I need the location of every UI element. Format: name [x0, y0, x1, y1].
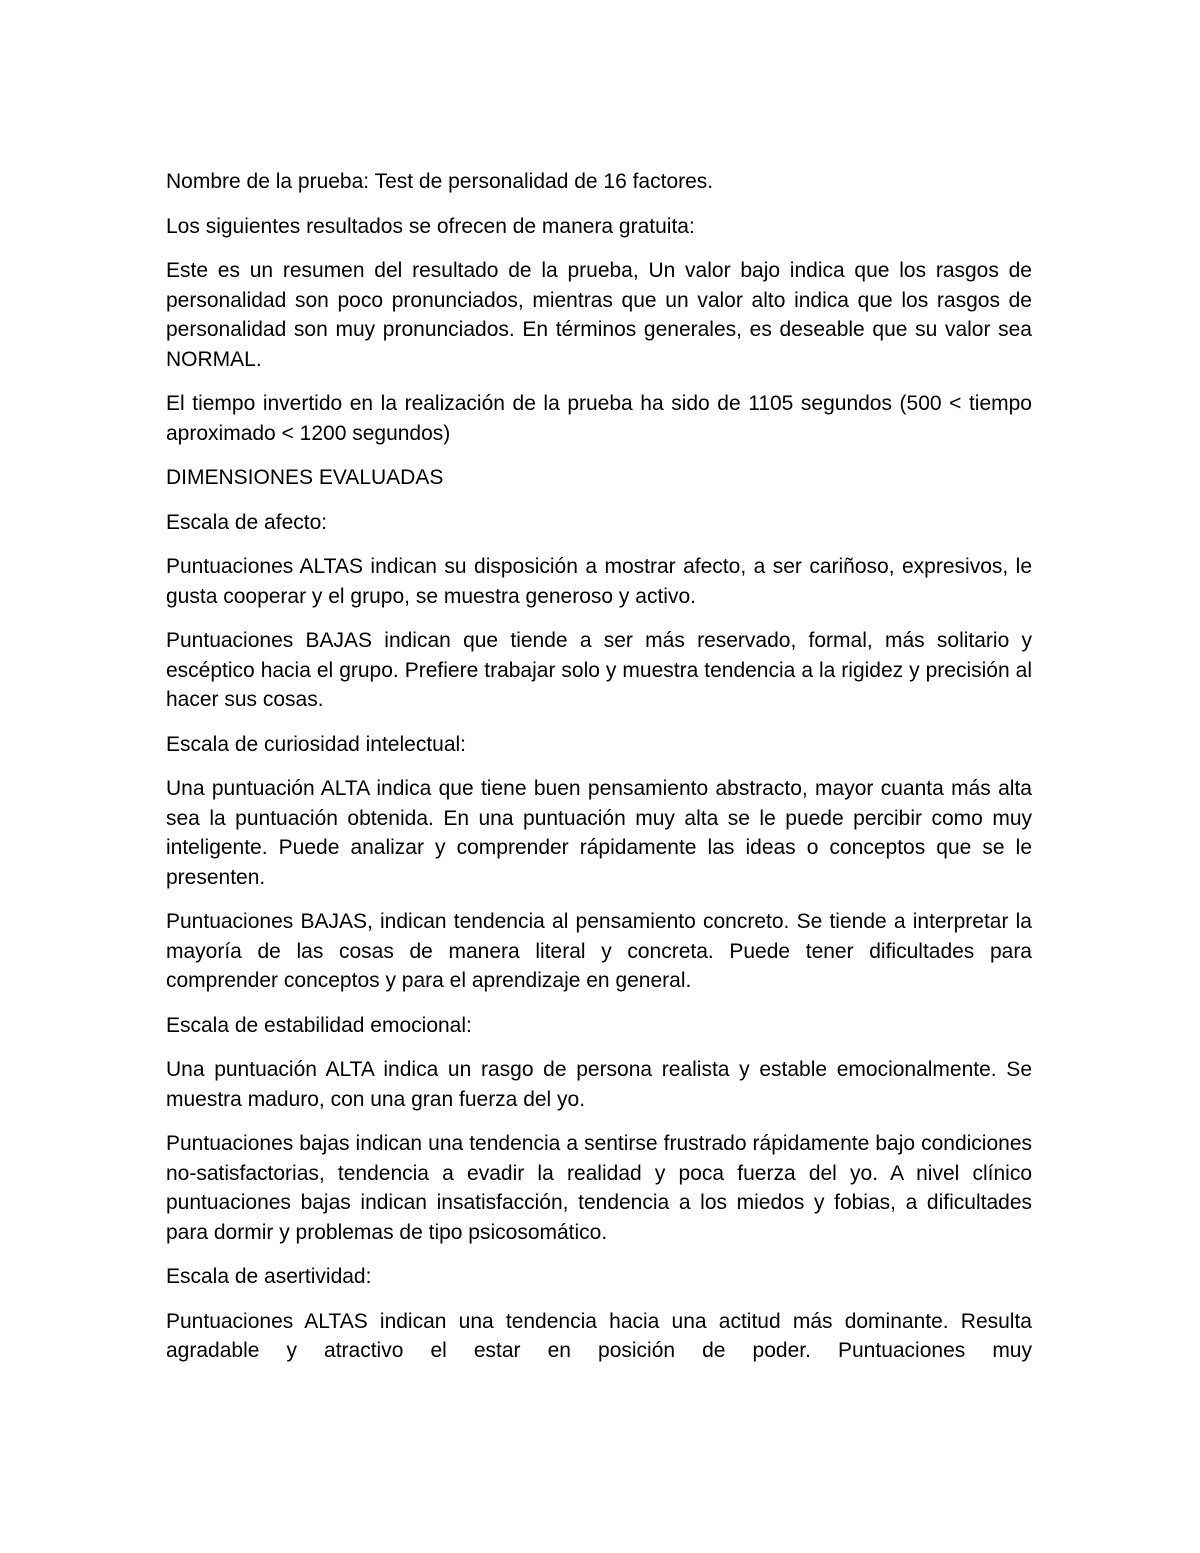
- assertiveness-high-paragraph: Puntuaciones ALTAS indican una tendencia hacia una actitud más dominante. Resulta agradable y atractivo el estar en posición de poder. Puntuaciones muy: [166, 1309, 1032, 1362]
- time-paragraph: El tiempo invertido en la realización de la prueba ha sido de 1105 segundos (500 < tiempo aproximado < 1200 segundos): [166, 392, 1032, 445]
- dimensions-heading: DIMENSIONES EVALUADAS: [166, 466, 444, 489]
- stability-low-paragraph: Puntuaciones bajas indican una tendencia a sentirse frustrado rápidamente bajo condiciones no-satisfactorias, tendencia a evadir la realidad y poca fuerza del yo. A nivel clínico puntuaciones bajas indican insatisfacción, tendencia a los miedos y fobias, a dificultades para dormir y problemas de tipo psicosomático.: [166, 1132, 1032, 1244]
- stability-scale-heading: Escala de estabilidad emocional:: [166, 1013, 472, 1037]
- summary-paragraph: Este es un resumen del resultado de la prueba, Un valor bajo indica que los rasgos de personalidad son poco pronunciados, mientras que un valor alto indica que los rasgos de personalidad son muy pronunciados. En términos generales, es deseable que su valor sea NORMAL.: [166, 259, 1032, 371]
- affect-scale-heading: Escala de afecto:: [166, 510, 328, 534]
- curiosity-scale-heading: Escala de curiosidad intelectual:: [166, 732, 467, 756]
- curiosity-low-paragraph: Puntuaciones BAJAS, indican tendencia al pensamiento concreto. Se tiende a interpretar la mayoría de las cosas de manera literal y concreta. Puede tener dificultades para comprender conceptos y para el aprendizaje en general.: [166, 910, 1032, 992]
- curiosity-high-paragraph: Una puntuación ALTA indica que tiene buen pensamiento abstracto, mayor cuanta más alta sea la puntuación obtenida. En una puntuación muy alta se le puede percibir como muy inteligente. Puede analizar y comprender rápidamente las ideas o conceptos que se le presenten.: [166, 777, 1032, 889]
- stability-high-paragraph: Una puntuación ALTA indica un rasgo de persona realista y estable emocionalmente. Se muestra maduro, con una gran fuerza del yo.: [166, 1058, 1032, 1111]
- affect-low-paragraph: Puntuaciones BAJAS indican que tiende a ser más reservado, formal, más solitario y escéptico hacia el grupo. Prefiere trabajar solo y muestra tendencia a la rigidez y precisión al hacer sus cosas.: [166, 629, 1032, 711]
- test-name-line: Nombre de la prueba: Test de personalidad de 16 factores.: [166, 170, 714, 193]
- assertiveness-scale-heading: Escala de asertividad:: [166, 1265, 372, 1288]
- document-body: [166, 167, 1032, 1381]
- affect-high-paragraph: Puntuaciones ALTAS indican su disposición a mostrar afecto, a ser cariñoso, expresivos, le gusta cooperar y el grupo, se muestra generoso y activo.: [166, 555, 1032, 608]
- free-results-line: Los siguientes resultados se ofrecen de manera gratuita:: [166, 214, 695, 238]
